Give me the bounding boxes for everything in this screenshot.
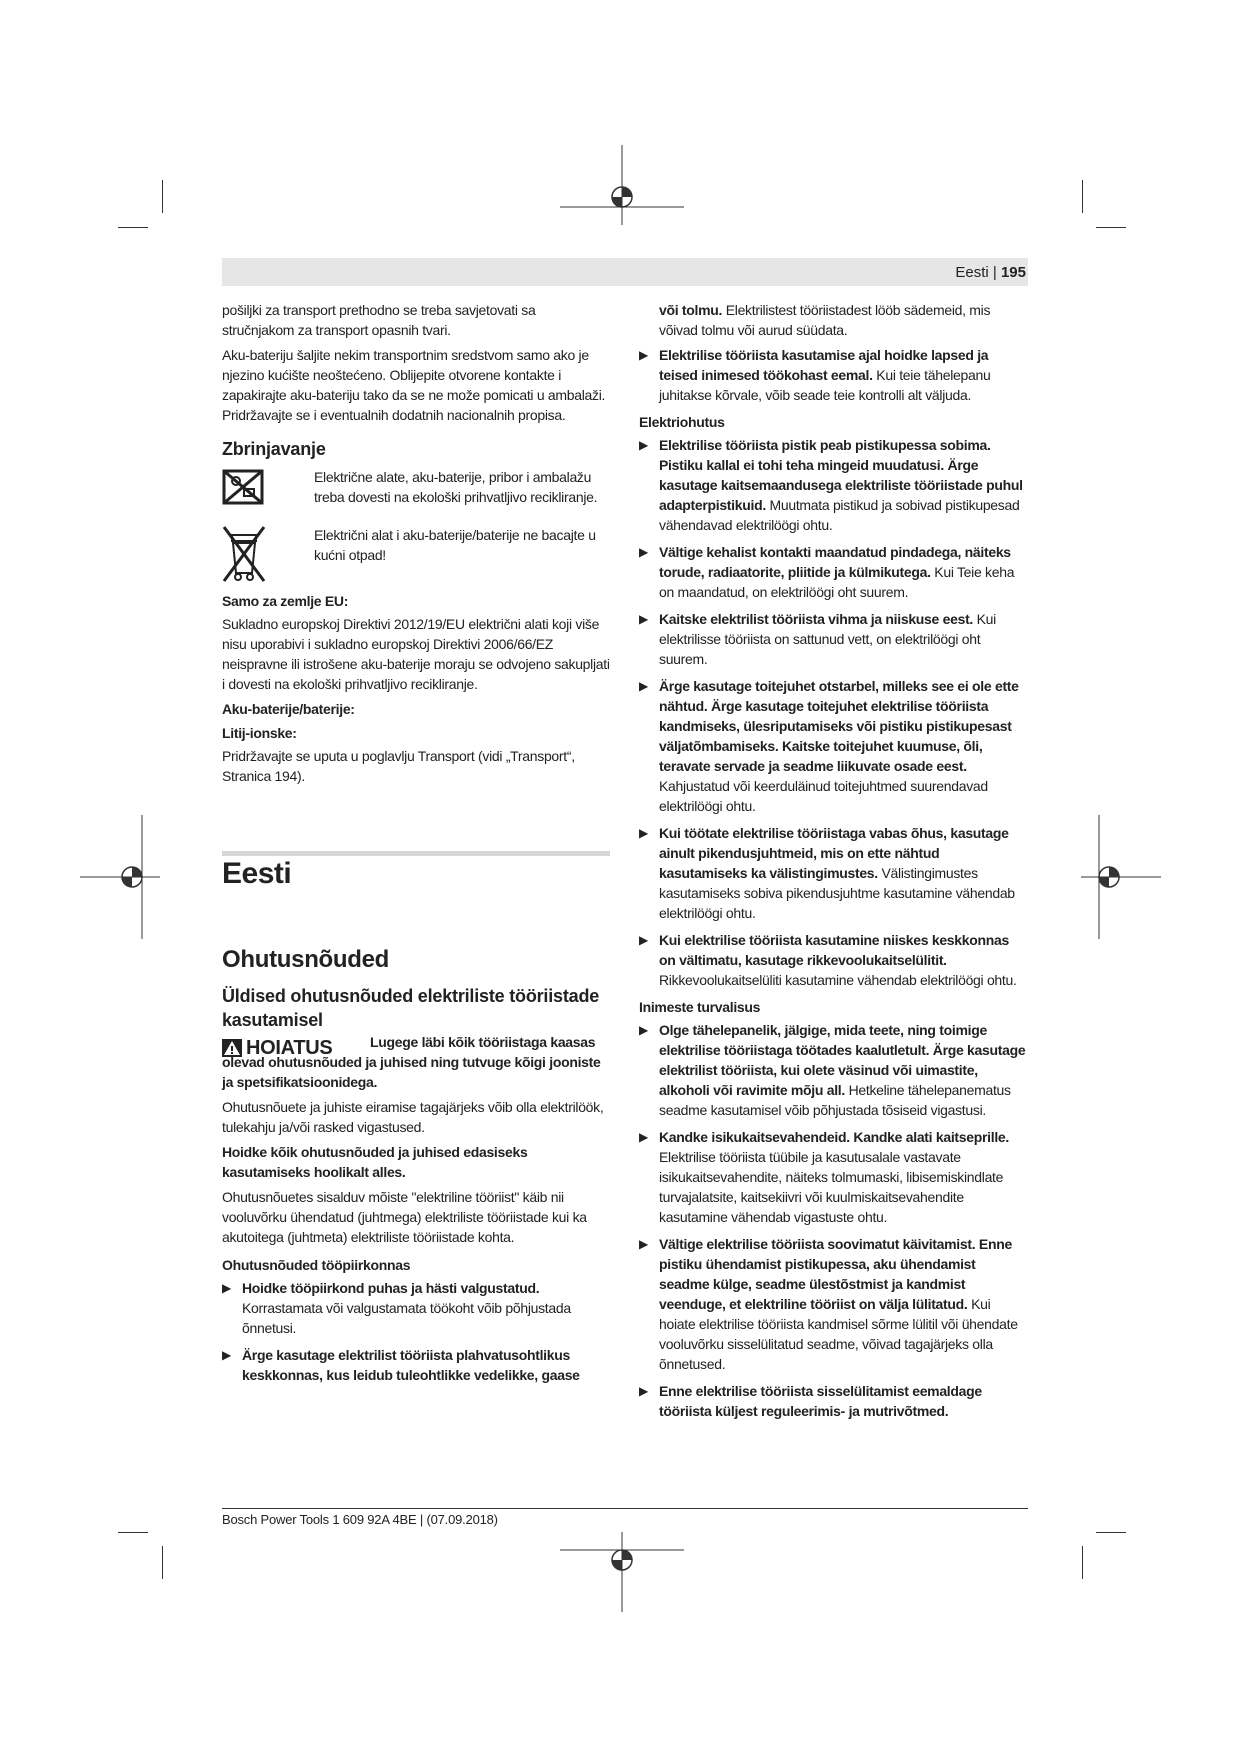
eu-heading: Samo za zemlje EU: [222, 593, 349, 609]
right-column [639, 300, 1028, 1428]
workplace-bullet-3: ▶ Elektrilise tööriista kasutamise ajal hoidke lapsed ja teised inimesed töökohast eemal. Kui teie tähelepanu juhitakse kõrvale, võib seade teie kontrolli alt väljuda. [639, 345, 1028, 405]
liion-text: Pridržavajte se uputa u poglavlju Transport (vidi „Transport“, Stranica 194). [222, 748, 575, 784]
electrical-safety-heading: Elektriohutus [639, 414, 725, 430]
crop-mark-br-h [1096, 1532, 1126, 1533]
personal-bullet-3: ▶ Vältige elektrilise tööriista soovimatut käivitamist. Enne pistiku ühendamist pistikupessa, aku ühendamist seadme külge, seadme ülestõstmist ja kandmist veenduge, et elektriline tööriist on välja lülitatud. Kui hoiate elektrilise tööriista kandmisel sõrme lülitil või ühendate vooluvõrku sisselülitatud seadme, võivad tagajärjeks olla õnnetused. [639, 1234, 1028, 1374]
registration-mark-top-icon [560, 145, 684, 225]
section-title: Eesti [222, 857, 292, 890]
crop-mark-tr-v [1082, 180, 1083, 213]
keep-instructions: Hoidke kõik ohutusnõuded ja juhised edasiseks kasutamiseks hoolikalt alles. [222, 1144, 528, 1180]
no-packaging-waste-icon [222, 467, 266, 507]
personal-bullet-2: ▶ Kandke isikukaitsevahendeid. Kandke alati kaitseprille. Elektrilise tööriista tüübile ja kasutusalale vastavate isikukaitsevahendite, näiteks tolmumaski, libisemiskindlate turvajalatsite, kaitsekiivri või kuulmiskaitsevahendite kasutamine vähendab vigastuste ohtu. [639, 1127, 1028, 1227]
general-safety-title: Üldised ohutusnõuded elektriliste tööriistade kasutamisel [222, 986, 600, 1030]
warning-bold-text: Lugege läbi kõik tööriistaga kaasas olevad ohutusnõuded ja juhised ning tutvuge kõigi jooniste ja spetsifikatsioonidega. [222, 1034, 601, 1090]
crop-mark-tl-h [118, 227, 148, 228]
page-number: 195 [1000, 264, 1026, 281]
crop-mark-br-v [1082, 1546, 1083, 1579]
electrical-bullet-5: ▶ Kui töötate elektrilise tööriistaga vabas õhus, kasutage ainult pikendusjuhtmeid, mis on ette nähtud kasutamiseks ka välistingimustes. Välistingimustes kasutamiseks sobiva pikendusjuhtme kasutamine vähendab elektrilöögi ohtu. [639, 823, 1028, 923]
workplace-bullet-2: ▶ Ärge kasutage elektrilist tööriista plahvatusohtlikus keskkonnas, kus leidub tuleohtlikke vedelikke, gaase [222, 1345, 610, 1385]
continuation-text: või tolmu. Elektrilistest tööriistadest lööb sädemeid, mis võivad tolmu või aurud süüdata. [659, 302, 991, 338]
electrical-bullet-6: ▶ Kui elektrilise tööriista kasutamine niiskes keskkonnas on vältimatu, kasutage rikkevoolukaitselülitit. Rikkevoolukaitselüliti kasutamine vähendab elektrilöögi ohtu. [639, 930, 1028, 990]
warning-text: Ohutusnõuete ja juhiste eiramise tagajärjeks võib olla elektrilöök, tulekahju ja/või rasked vigastused. [222, 1099, 604, 1135]
crop-mark-bl-v [162, 1546, 163, 1579]
registration-mark-left-icon [80, 815, 160, 939]
liion-heading: Litij-ionske: [222, 725, 297, 741]
header-language: Eesti [955, 264, 989, 281]
personal-safety-heading: Inimeste turvalisus [639, 999, 761, 1015]
crossed-bin-icon [222, 525, 266, 583]
crop-mark-tl-v [162, 180, 163, 213]
battery-heading: Aku-baterije/baterije: [222, 701, 355, 717]
disposal-row-2 [222, 525, 610, 587]
transport-text-2: Aku-bateriju šaljite nekim transportnim sredstvom samo ako je njezino kućište neoštećeno. Oblijepite otvorene kontakte i zapakirajte aku-bateriju tako da se ne može pomicati u ambalaži. Pridržavajte se i eventualnih dodatnih nacionalnih propisa. [222, 347, 606, 423]
left-column [222, 300, 610, 1392]
workplace-bullet-1: ▶ Hoidke tööpiirkond puhas ja hästi valgustatud. Korrastamata või valgustamata töökoht võib põhjustada õnnetusi. [222, 1278, 610, 1338]
definition-text: Ohutusnõuetes sisalduv mõiste "elektriline tööriist" käib nii vooluvõrku ühendatud (juhtmega) elektriliste tööriistade kui ka akutoitega (juhtmeta) elektriliste tööriistade kohta. [222, 1189, 587, 1245]
disposal-row-1 [222, 467, 610, 523]
footer-text: Bosch Power Tools 1 609 92A 4BE | (07.09.2018) [222, 1512, 498, 1527]
electrical-bullet-4: ▶ Ärge kasutage toitejuhet otstarbel, milleks see ei ole ette nähtud. Ärge kasutage toitejuhet elektrilise tööriista kandmiseks, ülesriputamiseks või pistiku pistikupesast väljatõmbamiseks. Kaitske toitejuhet kuumuse, õli, teravate servade ja seadme liikuvate osade eest. Kahjustatud või keerduläinud toitejuhtmed suurendavad elektrilöögi ohtu. [639, 676, 1028, 816]
disposal-text-2: Električni alat i aku-baterije/baterije ne bacajte u kućni otpad! [314, 527, 596, 563]
transport-text-1: pošiljki za transport prethodno se treba savjetovati sa stručnjakom za transport opasnih tvari. [222, 302, 536, 338]
crop-mark-tr-h [1096, 227, 1126, 228]
personal-bullet-4: ▶ Enne elektrilise tööriista sisselülitamist eemaldage tööriista küljest reguleerimis- ja mutrivõtmed. [639, 1381, 1028, 1421]
footer-rule [222, 1508, 1028, 1509]
registration-mark-right-icon [1081, 815, 1161, 939]
disposal-text-1: Električne alate, aku-baterije, pribor i ambalažu treba dovesti na ekološki prihvatljivo recikliranje. [314, 469, 598, 505]
electrical-bullet-1: ▶ Elektrilise tööriista pistik peab pistikupessa sobima. Pistiku kallal ei tohi teha mingeid muudatusi. Ärge kasutage kaitsemaandusega elektriliste tööriistade puhul adapterpistikuid. Muutmata pistikud ja sobivad pistikupesad vähendavad elektrilöögi ohtu. [639, 435, 1028, 535]
eu-text: Sukladno europskoj Direktivi 2012/19/EU električni alati koji više nisu uporabivi i sukladno europskoj Direktivi 2006/66/EZ neispravne ili istrošene aku-baterije moraju se odvojeno sakupljati i dovesti na ekološki prihvatljivo recikliranje. [222, 616, 610, 692]
personal-bullet-1: ▶ Olge tähelepanelik, jälgige, mida teete, ning toimige elektrilise tööriistaga töötades kaalutletult. Ärge kasutage elektrilist tööriista, kui olete väsinud või uimastite, alkoholi või ravimite mõju all. Hetkeline tähelepanematus seadme kasutamisel võib põhjustada tõsiseid vigastusi. [639, 1020, 1028, 1120]
electrical-bullet-2: ▶ Vältige kehalist kontakti maandatud pindadega, näiteks torude, radiaatorite, pliitide ja külmikutega. Kui Teie keha on maandatud, on elektrilöögi oht suurem. [639, 542, 1028, 602]
workplace-heading: Ohutusnõuded tööpiirkonnas [222, 1257, 411, 1273]
disposal-heading: Zbrinjavanje [222, 439, 326, 459]
header-band [222, 258, 1028, 286]
registration-mark-bottom-icon [560, 1532, 684, 1612]
crop-mark-bl-h [118, 1532, 148, 1533]
warning-label: HOIATUS [222, 1038, 362, 1058]
page-header: Eesti | 195 [955, 264, 1026, 281]
safety-title: Ohutusnõuded [222, 946, 390, 973]
electrical-bullet-3: ▶ Kaitske elektrilist tööriista vihma ja niiskuse eest. Kui elektrilisse tööriista on sattunud vett, on elektrilöögi oht suurem. [639, 609, 1028, 669]
